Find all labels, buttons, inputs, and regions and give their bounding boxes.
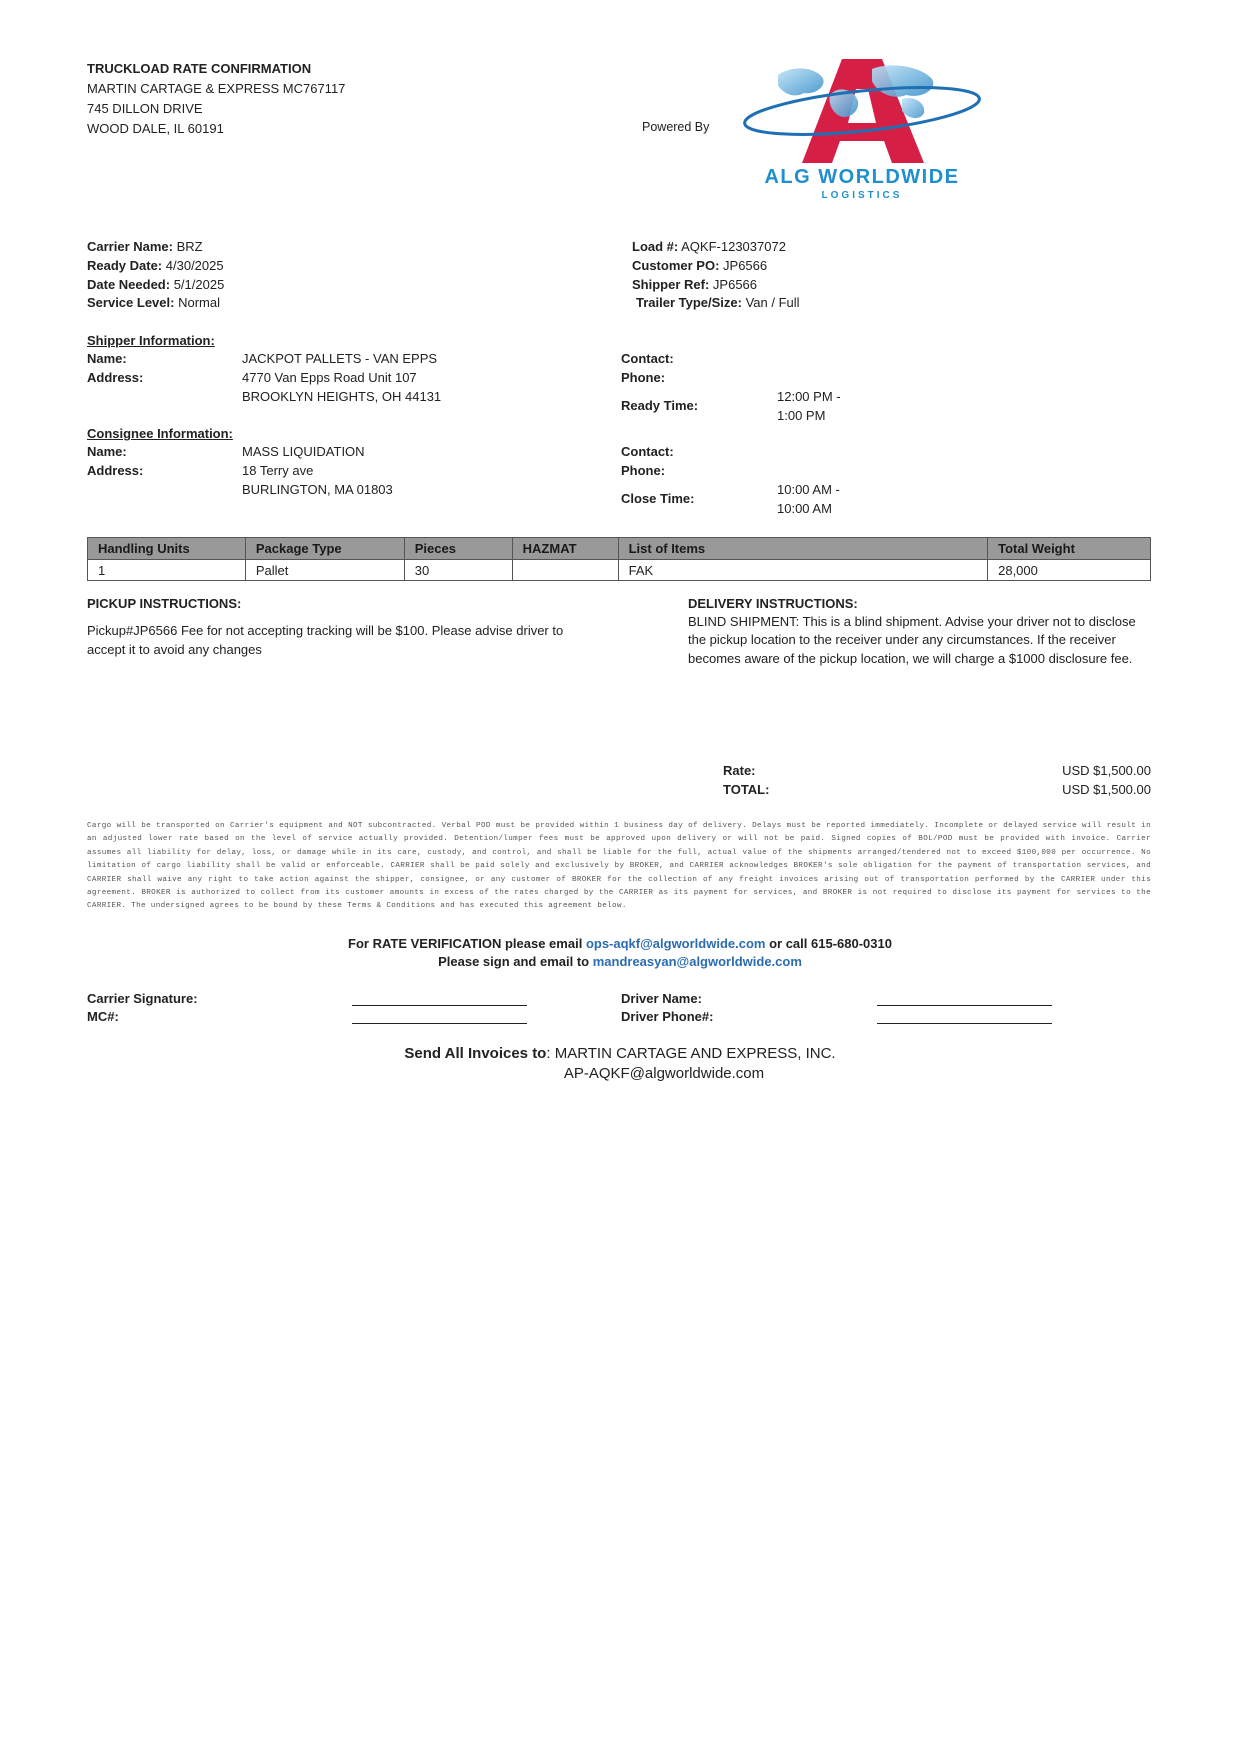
broker-address-line1: 745 DILLON DRIVE: [87, 101, 203, 116]
carrier-name-row: [87, 239, 203, 254]
verification-suffix: or call 615-680-0310: [769, 936, 892, 951]
sign-email-link[interactable]: mandreasyan@algworldwide.com: [592, 954, 802, 969]
close-time-label: Close Time:: [621, 491, 695, 506]
items-table-header-row: [88, 538, 1151, 560]
logo-subtitle: LOGISTICS: [821, 190, 903, 201]
date-needed-row: [87, 277, 224, 292]
driver-phone-line[interactable]: [877, 1010, 1052, 1024]
terms-and-conditions: Cargo will be transported on Carrier's equipment and NOT subcontracted. Verbal POD must be provided within 1 business day of delivery. Delays must be reported immediately. Incomplete or delayed service will result in an adjusted lower rate based on the level of service actually provided. Detention/lumper fees must be approved upon delivery or will not be paid. Signed copies of BOL/POD must be provided with invoice. Carrier assumes all liability for delay, loss, or damage while in its care, custody, and control, and shall be liable for the full, actual value of the shipments arranged/tendered not to exceed $100,000 per occurrence. No limitation of cargo liability shall be valid or enforceable. CARRIER shall be paid solely and exclusively by BROKER, and CARRIER acknowledges BROKER's sole obligation for the payment of transportation services, and CARRIER shall waive any right to take action against the shipper, consignee, or any customer of BROKER for the collection of any freight invoices arising out of transportation performed by the CARRIER under this agreement. BROKER is authorized to collect from its customer amounts in excess of the rates charged by the CARRIER as its payment for services, and BROKER is not required to disclose its payment for services to the CARRIER. The undersigned agrees to be bound by these Terms & Conditions and has executed this agreement below.: [87, 822, 1151, 911]
shipper-address-label: Address:: [87, 370, 144, 385]
delivery-heading: DELIVERY INSTRUCTIONS:: [688, 596, 858, 611]
shipper-heading: Shipper Information:: [87, 333, 215, 348]
delivery-line1: BLIND SHIPMENT: This is a blind shipment. Advise your driver not to disclose: [688, 614, 1136, 629]
shipper-name-label: Name:: [87, 351, 127, 366]
header-package-type: Package Type: [245, 538, 404, 560]
close-time-line1: 10:00 AM -: [777, 482, 840, 497]
shipper-name-value: JACKPOT PALLETS - VAN EPPS: [242, 351, 438, 366]
rate-label: Rate:: [723, 763, 756, 778]
service-level-value: Normal: [178, 295, 220, 310]
verification-prefix: For RATE VERIFICATION please email: [348, 936, 583, 951]
logo-name: ALG WORLDWIDE: [764, 166, 960, 188]
broker-company: MARTIN CARTAGE & EXPRESS MC767117: [87, 81, 346, 96]
shipper-ref-row: [632, 277, 757, 292]
cell-list-of-items: FAK: [618, 560, 988, 581]
send-invoices-colon: :: [546, 1045, 551, 1062]
sign-prefix: Please sign and email to: [438, 954, 590, 969]
powered-by-label: Powered By: [642, 120, 710, 134]
load-number-value: AQKF-123037072: [681, 239, 786, 254]
send-invoices-line: [0, 1045, 1240, 1062]
total-label: TOTAL:: [723, 782, 770, 797]
ready-time-line1: 12:00 PM -: [777, 389, 841, 404]
header-list-of-items: List of Items: [618, 538, 988, 560]
load-number-label: Load #:: [632, 239, 679, 254]
shipper-ref-value: JP6566: [712, 277, 758, 292]
mc-label: MC#:: [87, 1009, 119, 1024]
consignee-name-label: Name:: [87, 444, 127, 459]
cell-package-type: Pallet: [245, 560, 404, 581]
cell-handling-units: 1: [88, 560, 246, 581]
consignee-name-value: MASS LIQUIDATION: [242, 444, 365, 459]
consignee-address-line1: 18 Terry ave: [242, 463, 314, 478]
shipper-contact-label: Contact:: [621, 351, 674, 366]
cell-hazmat: [512, 560, 618, 581]
header-total-weight: Total Weight: [988, 538, 1151, 560]
header-handling-units: Handling Units: [88, 538, 246, 560]
customer-po-value: JP6566: [723, 258, 768, 273]
items-table: [87, 537, 1151, 581]
rate-verification-line: [0, 936, 1240, 951]
verification-email-link[interactable]: ops-aqkf@algworldwide.com: [585, 936, 766, 951]
header-hazmat: HAZMAT: [512, 538, 618, 560]
date-needed-label: Date Needed:: [87, 277, 171, 292]
cell-total-weight: 28,000: [988, 560, 1151, 581]
ready-time-line2: 1:00 PM: [777, 408, 826, 423]
trailer-row: [636, 295, 800, 310]
document-title: TRUCKLOAD RATE CONFIRMATION: [87, 61, 312, 76]
date-needed-value: 5/1/2025: [173, 277, 225, 292]
consignee-address-label: Address:: [87, 463, 144, 478]
load-number-row: [632, 239, 786, 254]
ready-date-value: 4/30/2025: [165, 258, 224, 273]
carrier-signature-line[interactable]: [352, 992, 527, 1006]
pickup-line2: accept it to avoid any changes: [87, 642, 262, 657]
carrier-name-value: BRZ: [176, 239, 203, 254]
carrier-name-label: Carrier Name:: [87, 239, 173, 254]
shipper-phone-label: Phone:: [621, 370, 666, 385]
logo-graphic-icon: [742, 55, 982, 205]
consignee-phone-label: Phone:: [621, 463, 666, 478]
broker-address-line2: WOOD DALE, IL 60191: [87, 121, 224, 136]
driver-name-label: Driver Name:: [621, 991, 702, 1006]
ready-time-label: Ready Time:: [621, 398, 699, 413]
cell-pieces: 30: [404, 560, 512, 581]
customer-po-label: Customer PO:: [632, 258, 720, 273]
delivery-line2: the pickup location to the receiver under any circumstances. If the receiver: [688, 632, 1116, 647]
send-invoices-label: Send All Invoices to: [404, 1045, 547, 1062]
driver-name-line[interactable]: [877, 992, 1052, 1006]
carrier-signature-label: Carrier Signature:: [87, 991, 198, 1006]
invoice-company: MARTIN CARTAGE AND EXPRESS, INC.: [554, 1045, 836, 1062]
sign-email-line: [0, 954, 1240, 969]
consignee-contact-label: Contact:: [621, 444, 674, 459]
customer-po-row: [632, 258, 767, 273]
alg-worldwide-logo: [742, 55, 982, 205]
close-time-line2: 10:00 AM: [777, 501, 832, 516]
driver-phone-label: Driver Phone#:: [621, 1009, 714, 1024]
table-row: [88, 560, 1151, 581]
shipper-address-line1: 4770 Van Epps Road Unit 107: [242, 370, 417, 385]
delivery-line3: becomes aware of the pickup location, we will charge a $1000 disclosure fee.: [688, 651, 1133, 666]
ready-date-label: Ready Date:: [87, 258, 163, 273]
invoice-email: AP-AQKF@algworldwide.com: [563, 1065, 765, 1082]
header-pieces: Pieces: [404, 538, 512, 560]
service-level-label: Service Level:: [87, 295, 175, 310]
mc-line[interactable]: [352, 1010, 527, 1024]
shipper-address-line2: BROOKLYN HEIGHTS, OH 44131: [242, 389, 442, 404]
rate-value: USD $1,500.00: [1062, 763, 1151, 778]
trailer-value: Van / Full: [745, 295, 800, 310]
consignee-heading: Consignee Information:: [87, 426, 233, 441]
service-level-row: [87, 295, 220, 310]
shipper-ref-label: Shipper Ref:: [632, 277, 710, 292]
trailer-label: Trailer Type/Size:: [636, 295, 742, 310]
total-value: USD $1,500.00: [1062, 782, 1151, 797]
pickup-heading: PICKUP INSTRUCTIONS:: [87, 596, 242, 611]
ready-date-row: [87, 258, 224, 273]
consignee-address-line2: BURLINGTON, MA 01803: [242, 482, 393, 497]
pickup-line1: Pickup#JP6566 Fee for not accepting tracking will be $100. Please advise driver to: [87, 623, 564, 638]
